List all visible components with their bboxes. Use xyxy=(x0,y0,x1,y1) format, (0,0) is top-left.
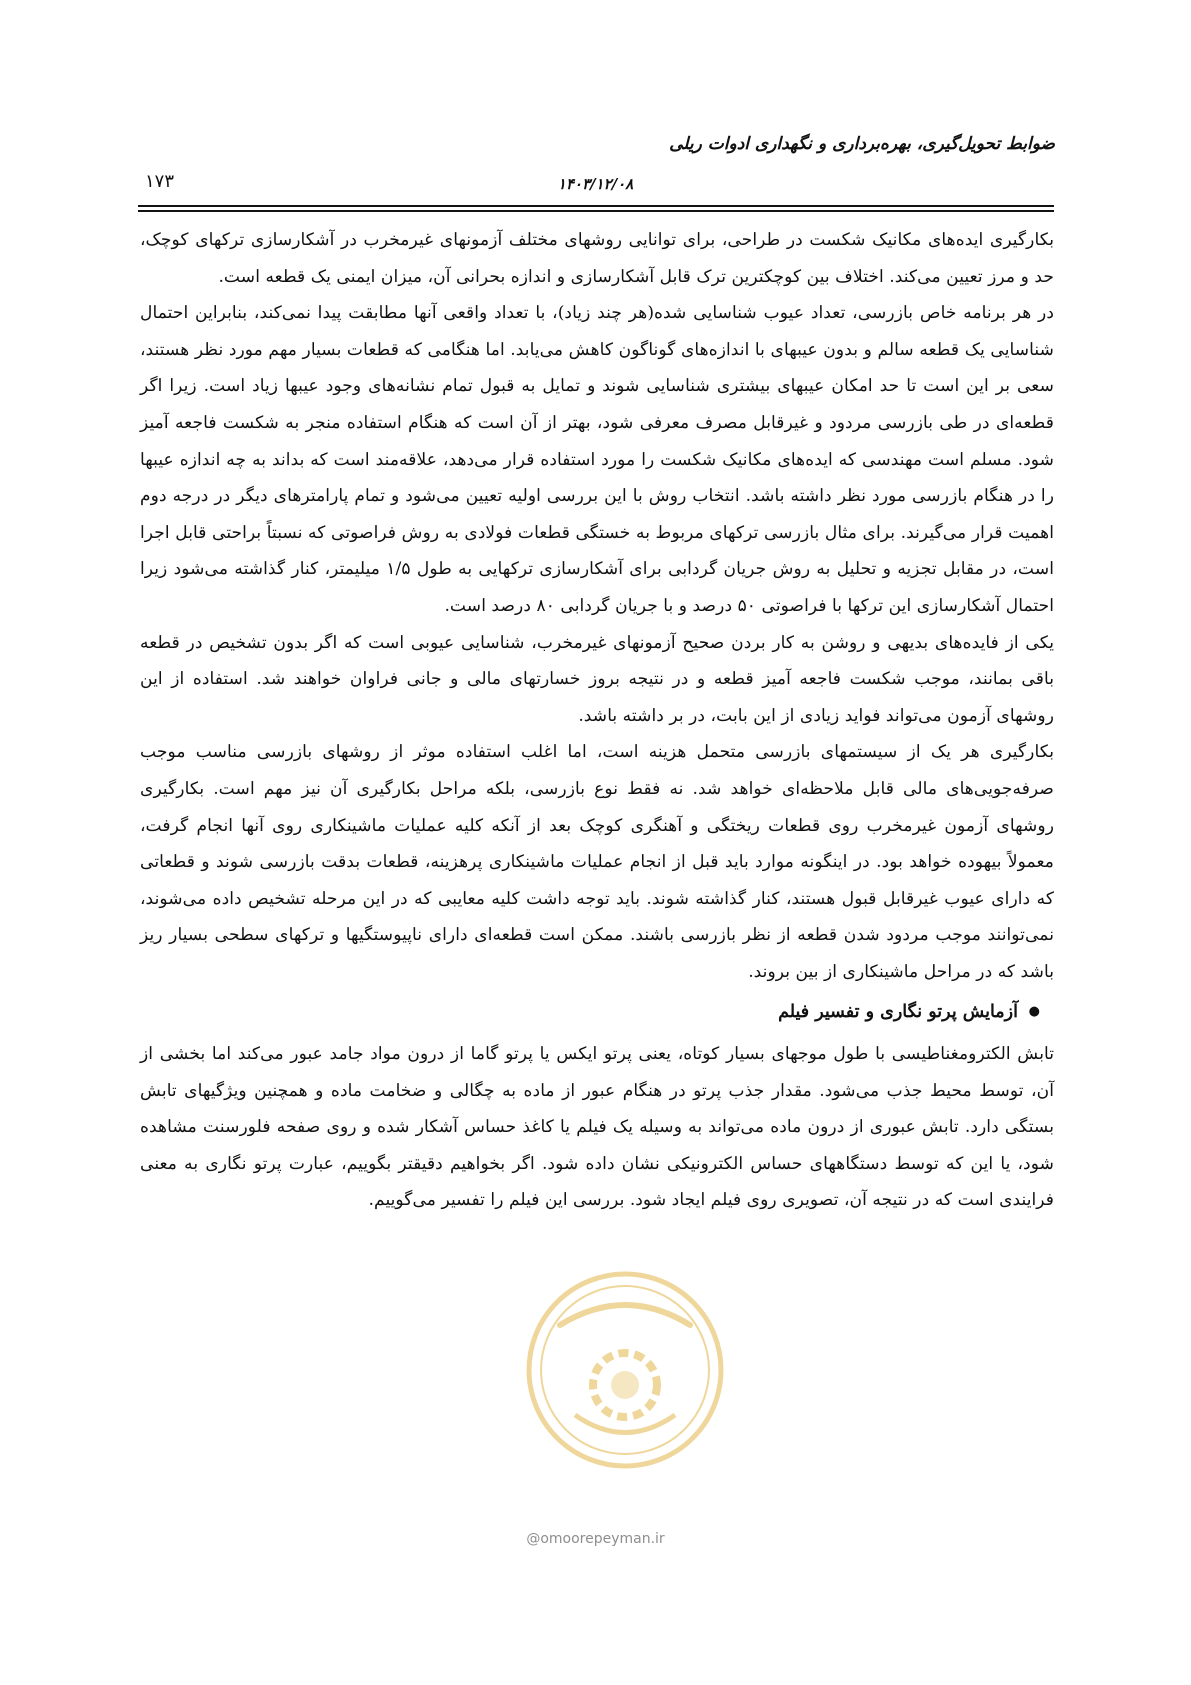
footer-website: @omoorepeyman.ir xyxy=(526,1531,665,1547)
body-text xyxy=(140,222,1054,1219)
paragraph-2: در هر برنامه خاص بازرسی، تعداد عیوب شناسایی شده(هر چند زیاد)، با تعداد واقعی آنها مطابقت پیدا نمی‌کند، بنابراین احتمال شناسایی یک قطعه سالم و بدون عیبهای با اندازه‌های گوناگون کاهش می‌یابد. اما هنگامی که قطعات بسیار مهم مورد نظر هستند، سعی بر این است تا حد امکان عیبهای بیشتری شناسایی شوند و تمایل به قبول تمام نشانه‌های وجود عیبها زیاد است. زیرا اگر قطعه‌ای در طی بازرسی مردود و غیرقابل مصرف معرفی شود، بهتر از آن است که هنگام استفاده منجر به شکست فاجعه آمیز شود. مسلم است مهندسی که ایده‌های مکانیک شکست را مورد استفاده قرار می‌دهد، علاقه‌مند است که بداند به چه اندازه عیبها را در هنگام بازرسی مورد نظر داشته باشد. انتخاب روش با این بررسی اولیه تعیین می‌شود و تمام پارامترهای دیگر در درجه دوم اهمیت قرار می‌گیرند. برای مثال بازرسی ترکهای مربوط به خستگی قطعات فولادی به روش فراصوتی که نسبتاً براحتی قابل اجرا است، در مقابل تجزیه و تحلیل به روش جریان گردابی برای آشکارسازی ترکهایی به طول ۱/۵ میلیمتر، کنار گذاشته می‌شود زیرا احتمال آشکارسازی این ترکها با فراصوتی ۵۰ درصد و با جریان گردابی ۸۰ درصد است. xyxy=(140,303,1055,616)
document-date: ۱۴۰۳/۱۲/۰۸ xyxy=(557,175,634,193)
section-heading-text: آزمایش پرتو نگاری و تفسیر فیلم xyxy=(778,1002,1018,1023)
paragraph-4: بکارگیری هر یک از سیستمهای بازرسی متحمل هزینه است، اما اغلب استفاده موثر از روشهای بازرسی مناسب موجب صرفه‌جویی‌های مالی قابل ملاحظه‌ای خواهد شد. نه فقط نوع بازرسی، بلکه مراحل بکارگیری آن نیز مهم است. بکارگیری روشهای آزمون غیرمخرب روی قطعات ریختگی و آهنگری کوچک بعد از آنکه کلیه عملیات ماشینکاری روی آنها انجام گرفت، معمولاً بیهوده خواهد بود. در اینگونه موارد باید قبل از انجام عملیات ماشینکاری پرهزینه، قطعات بدقت بازرسی شوند و قطعاتی که دارای عیوب غیرقابل قبول هستند، کنار گذاشته شوند. باید توجه داشت کلیه معایبی که در این مرحله تشخیص داده می‌شوند، نمی‌توانند موجب مردود شدن قطعه از نظر بازرسی باشند. ممکن است قطعه‌ای دارای ناپیوستگیها و ترکهای سطحی بسیار ریز باشد که در مراحل ماشینکاری از بین بروند. xyxy=(140,742,1054,982)
watermark-seal-icon xyxy=(520,1265,730,1475)
paragraph-3: یکی از فایده‌های بدیهی و روشن به کار بردن صحیح آزمونهای غیرمخرب، شناسایی عیوبی است که اگر بدون تشخیص در قطعه باقی بمانند، موجب شکست فاجعه آمیز قطعه و در نتیجه بروز خسارتهای مالی و جانی فراوان خواهند شد. استفاده از این روشهای آزمون می‌تواند فواید زیادی از این بابت، در بر داشته باشد. xyxy=(140,632,1054,726)
header-rule-top xyxy=(138,205,1054,207)
header-rule-bottom xyxy=(138,210,1054,212)
running-title: ضوابط تحویل‌گیری، بهره‌برداری و نگهداری ادوات ریلی xyxy=(669,134,1055,154)
paragraph-1: بکارگیری ایده‌های مکانیک شکست در طراحی، برای توانایی روشهای مختلف آزمونهای غیرمخرب در آشکارسازی ترکهای کوچک، حد و مرز تعیین می‌کند. اختلاف بین کوچکترین ترک قابل آشکارسازی و اندازه بحرانی آن، میزان ایمنی یک قطعه است. xyxy=(140,230,1054,287)
section-heading xyxy=(140,994,1054,1031)
paragraph-5: تابش الکترومغناطیسی با طول موجهای بسیار کوتاه، یعنی پرتو ایکس یا پرتو گاما از درون مواد جامد عبور می‌کند اما بخشی از آن، توسط محیط جذب می‌شود. مقدار جذب پرتو در هنگام عبور از ماده به چگالی و ضخامت ماده و همچنین ویژگیهای تابش بستگی دارد. تابش عبوری از درون ماده می‌تواند به وسیله یک فیلم یا کاغذ حساس آشکار شده و روی صفحه فلورسنت مشاهده شود، یا این که توسط دستگاههای حساس الکترونیکی نشان داده شود. اگر بخواهیم دقیقتر بگوییم، عبارت پرتو نگاری به معنی فرایندی است که در نتیجه آن، تصویری روی فیلم ایجاد شود. بررسی این فیلم را تفسیر می‌گوییم. xyxy=(140,1044,1055,1211)
page-number: ۱۷۳ xyxy=(145,171,175,192)
bullet-icon: ● xyxy=(1028,1004,1040,1020)
